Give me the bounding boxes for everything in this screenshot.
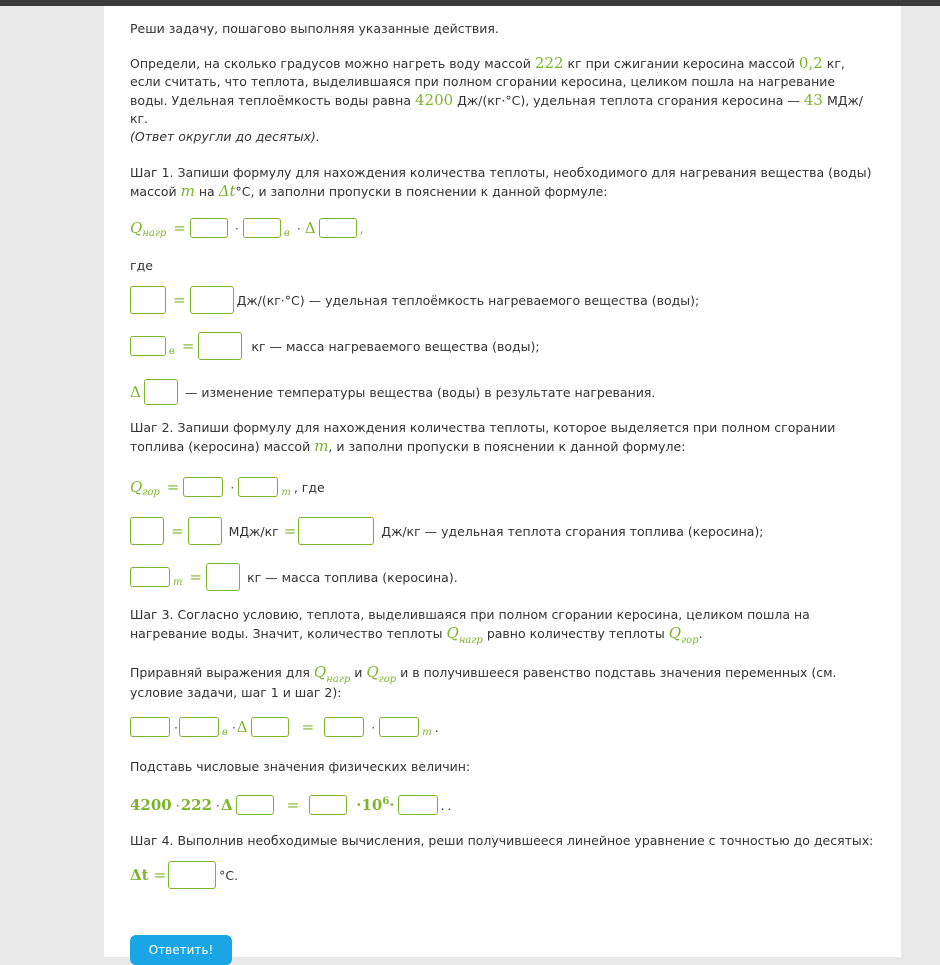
task-panel <box>104 6 901 957</box>
input-formula1-c[interactable] <box>190 218 228 238</box>
input-q-mj[interactable] <box>188 517 222 545</box>
step1-text <box>130 164 875 201</box>
subscript-v: в <box>169 345 175 357</box>
input-formula2-q[interactable] <box>183 477 223 497</box>
period: . <box>434 719 439 735</box>
step2-line1 <box>130 516 875 546</box>
power-ten: $\cdot 10^6\cdot$ <box>356 796 395 814</box>
step-text: и <box>354 665 363 680</box>
problem-part: Дж/(кг·°С), удельная теплота сгорания керосина — <box>457 93 800 108</box>
q-symbol: Q <box>446 624 459 642</box>
equals-sign: = <box>189 568 203 586</box>
delta-symbol: Δ <box>304 219 316 237</box>
unit-mj: МДж/кг <box>228 523 279 539</box>
q-subscript: гор <box>378 674 397 685</box>
subscript-v: в <box>221 726 228 738</box>
submit-button[interactable]: Ответить! <box>130 935 232 965</box>
symbol-m: m <box>314 437 329 455</box>
q-symbol: Q <box>366 663 379 681</box>
step-text: Приравняй выражения для <box>130 665 310 680</box>
input-mt-symbol[interactable] <box>130 567 170 587</box>
input-answer-delta-t[interactable] <box>168 861 216 889</box>
subscript-t: т <box>173 576 183 588</box>
q-symbol: Q <box>313 663 327 681</box>
input-t-symbol[interactable] <box>144 379 178 405</box>
period: . <box>698 626 703 641</box>
step-text: на <box>198 184 215 199</box>
equals-sign: = <box>286 796 300 814</box>
subscript-t: т <box>422 726 432 738</box>
input-mt-value[interactable] <box>206 563 240 591</box>
dot-sign: · <box>371 719 376 735</box>
input-eq-t[interactable] <box>251 717 289 737</box>
input-m-value[interactable] <box>198 332 242 360</box>
q-symbol: Q <box>130 478 143 496</box>
equals-sign: = <box>166 478 180 496</box>
q-subscript: нагр <box>142 227 167 239</box>
problem-hint: (Ответ округли до десятых). <box>130 129 320 144</box>
dot-sign: · <box>230 479 235 495</box>
step-text: и в получившееся равенство подставь значения переменных (см. условие задачи, шаг 1 и шаг 2): <box>130 665 837 700</box>
step-text: равно количеству теплоты <box>486 626 665 641</box>
equals-sign: = <box>181 337 195 355</box>
value-c-water: 4200 <box>414 91 454 109</box>
input-num-mt[interactable] <box>398 795 438 815</box>
step3-text <box>130 606 875 645</box>
unit-celsius: °С. <box>219 867 239 883</box>
value-c: 4200 <box>130 796 172 814</box>
where-label: , где <box>293 479 325 495</box>
q-symbol: Q <box>130 219 143 237</box>
dot-sign: · <box>231 719 236 735</box>
input-eq-q[interactable] <box>324 717 364 737</box>
q-subscript: гор <box>681 635 699 646</box>
equals-sign: = <box>283 522 297 540</box>
value-mass-kerosene: 0,2 <box>798 54 823 72</box>
input-formula1-t[interactable] <box>319 218 357 238</box>
step1-line2 <box>130 331 875 361</box>
symbol-delta-t: Δt <box>218 182 236 200</box>
step1-formula <box>130 213 875 243</box>
q-subscript: гор <box>142 486 160 498</box>
step-text: Шаг 1. Запиши формулу для нахождения количества теплоты, необходимого для нагревания вещества (воды) массой <box>130 165 872 199</box>
step-text: , и заполни пропуски в пояснении к данной формуле: <box>328 439 686 454</box>
q-symbol: Q <box>668 624 682 642</box>
value-q-kerosene: 43 <box>803 91 823 109</box>
problem-part: Определи, на сколько градусов можно нагреть воду массой <box>130 56 531 71</box>
input-q-symbol[interactable] <box>130 517 164 545</box>
delta-symbol: Δ <box>221 796 233 814</box>
subscript-v: в <box>283 227 290 239</box>
q-subscript: нагр <box>326 674 351 685</box>
delta-t-symbol: Δt <box>130 866 149 884</box>
step4-answer <box>130 860 875 890</box>
input-q-j[interactable] <box>298 517 374 545</box>
step-text: °С, и заполни пропуски в пояснении к данной формуле: <box>235 184 608 199</box>
equals-sign: = <box>171 522 184 540</box>
input-eq-c[interactable] <box>130 717 170 737</box>
line-text: кг — масса топлива (керосина). <box>247 569 458 585</box>
power-base: ·10 <box>356 796 383 814</box>
q-subscript: нагр <box>458 635 483 646</box>
line-text: Дж/кг — удельная теплота сгорания топлива (керосина); <box>381 523 764 539</box>
step3-numeric <box>130 790 875 820</box>
dot-sign: · <box>174 719 178 735</box>
symbol-m: m <box>180 182 195 200</box>
line-text: Дж/(кг·°С) — удельная теплоёмкость нагреваемого вещества (воды); <box>236 292 700 308</box>
period: . <box>447 797 452 813</box>
step3-text2 <box>130 663 875 702</box>
line-text: — изменение температуры вещества (воды) в результате нагревания. <box>184 384 656 400</box>
input-c-value[interactable] <box>190 286 234 314</box>
value-mass-water: 222 <box>534 54 564 72</box>
step3-text3: Подставь числовые значения физических величин: <box>130 759 471 774</box>
delta-symbol: Δ <box>236 718 248 736</box>
step2-formula <box>130 472 875 502</box>
input-num-q[interactable] <box>309 795 347 815</box>
step1-line3 <box>130 377 875 407</box>
input-eq-mt[interactable] <box>379 717 419 737</box>
input-m-symbol[interactable] <box>130 336 166 356</box>
step4-text: Шаг 4. Выполнив необходимые вычисления, реши получившееся линейное уравнение с точностью до десятых: <box>130 833 874 848</box>
equals-sign: = <box>301 718 315 736</box>
input-formula1-m[interactable] <box>243 218 281 238</box>
input-formula2-m[interactable] <box>238 477 278 497</box>
input-c-symbol[interactable] <box>130 286 166 314</box>
subscript-t: т <box>281 486 291 498</box>
step2-line2 <box>130 562 875 592</box>
delta-symbol: Δ <box>130 383 141 401</box>
dot-sign: · <box>216 797 221 813</box>
input-num-t[interactable] <box>236 795 274 815</box>
equals-sign: = <box>173 219 186 237</box>
problem-part: кг при сжигании керосина массой <box>567 56 795 71</box>
step2-text <box>130 419 875 456</box>
problem-part: кг, если считать, что теплота, выделившаяся при полном сгорании керосина, целиком пошла на нагревание воды. Удельная теплоёмкость воды равна <box>130 56 845 108</box>
where-label: где <box>130 258 153 273</box>
problem-part: МДж/кг. <box>130 93 863 126</box>
equals-sign: = <box>173 291 186 309</box>
dot-sign: · <box>175 797 180 813</box>
dot-sign: · <box>296 220 301 236</box>
problem-text <box>130 54 875 146</box>
power-exponent: 6 <box>382 796 390 807</box>
step1-line1 <box>130 285 875 315</box>
input-eq-m[interactable] <box>179 717 219 737</box>
intro-text: Реши задачу, пошагово выполняя указанные действия. <box>130 21 499 36</box>
step3-equation <box>130 712 875 742</box>
step-text: Шаг 3. Согласно условию, теплота, выделившаяся при полном сгорании керосина, целиком пошла на нагревание воды. Значит, количество теплоты <box>130 607 810 641</box>
equals-sign: = <box>153 866 167 884</box>
comma: , <box>359 220 364 236</box>
step-text: Шаг 2. Запиши формулу для нахождения количества теплоты, которое выделяется при полном сгорании топлива (керосина) массой <box>130 420 836 454</box>
value-m: 222 <box>180 796 213 814</box>
dot-sign: · <box>234 220 239 236</box>
line-text: кг — масса нагреваемого вещества (воды); <box>251 338 540 354</box>
period: . <box>440 797 445 813</box>
